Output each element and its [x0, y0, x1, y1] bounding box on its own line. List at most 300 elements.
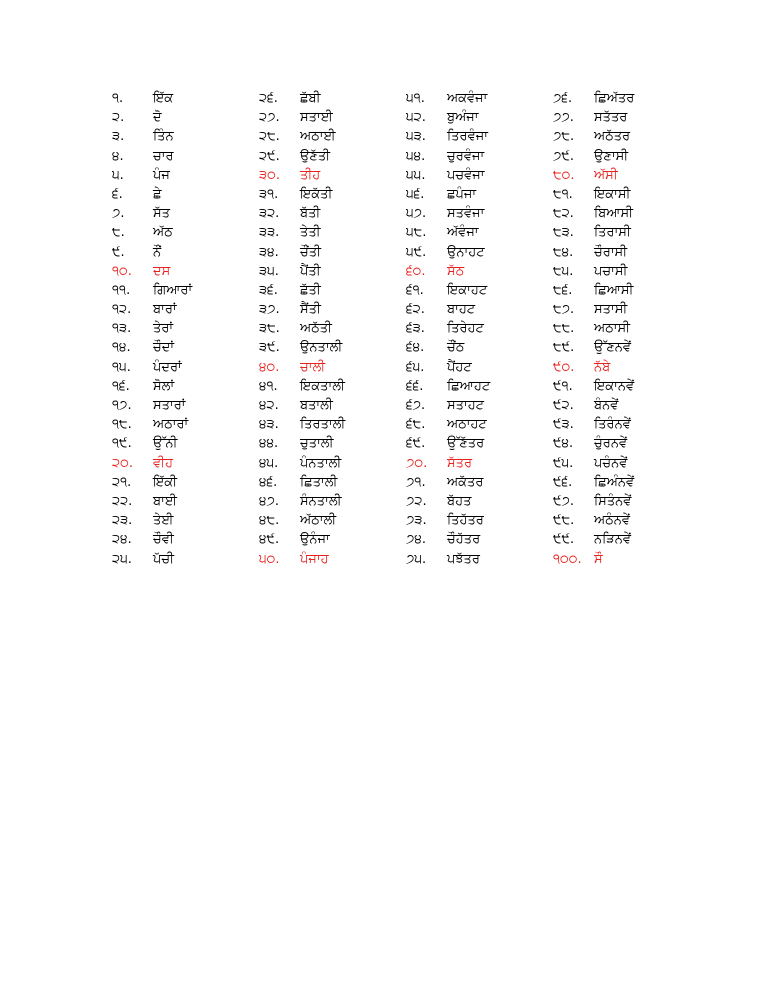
number-numeral: ੨੬.: [259, 91, 278, 106]
number-numeral: ੮.: [112, 225, 125, 241]
number-row: [406, 358, 490, 377]
number-row: [112, 358, 192, 377]
number-row: [553, 319, 634, 338]
number-word: ਸੱਠ: [447, 263, 465, 279]
number-numeral: ੬੧.: [406, 282, 424, 298]
number-word: ਛੱਤੀ: [300, 282, 321, 298]
number-numeral: ੪੧.: [259, 378, 278, 394]
number-word: ਅੱਠ: [153, 225, 173, 241]
number-word: ਨੜਿਨਵੇਂ: [594, 532, 632, 548]
number-numeral: ੪੪.: [259, 436, 279, 452]
number-word: ਉੱਣੱਤਰ: [447, 436, 485, 452]
number-word: ਬੁਅੰਜਾ: [447, 110, 479, 126]
number-word: ਸੌ: [594, 551, 603, 567]
number-row: [259, 204, 345, 223]
number-row: [553, 243, 634, 262]
number-word: ਚੁਰਵੰਜਾ: [447, 148, 485, 164]
number-word: ਸੱਤਰ: [447, 455, 473, 471]
number-numeral: ੨੭.: [259, 110, 280, 126]
number-word: ਗਿਆਰਾਂ: [153, 282, 193, 298]
number-numeral: ੨੯.: [259, 148, 280, 164]
number-numeral: ੭੫.: [406, 551, 427, 567]
number-numeral: ੪੮.: [259, 513, 280, 529]
number-row: [112, 415, 192, 434]
number-column-3: [406, 89, 490, 569]
number-row: [553, 262, 634, 281]
number-row: [112, 530, 192, 549]
number-word: ਅਠਾਈ: [300, 129, 336, 145]
number-row: [112, 108, 192, 127]
number-word: ਸਤਾਈ: [300, 110, 333, 126]
number-word: ਸਤੱਤਰ: [594, 110, 628, 126]
number-row: [259, 550, 345, 569]
number-row: [553, 511, 634, 530]
number-numeral: ੪.: [112, 148, 124, 164]
number-row: [553, 108, 634, 127]
number-word: ਬਾਈ: [153, 493, 177, 509]
number-row: [553, 434, 634, 453]
number-row: [553, 300, 634, 319]
number-numeral: ੧.: [112, 91, 124, 106]
number-numeral: ੮੮.: [553, 321, 575, 337]
number-row: [406, 185, 490, 204]
number-numeral: ੨੫.: [112, 551, 132, 567]
number-word: ਤਿਹੱਤਰ: [447, 513, 484, 529]
number-word: ਪੈਂਹਟ: [447, 359, 472, 375]
number-numeral: ੩.: [112, 129, 125, 145]
number-row: [259, 338, 345, 357]
number-word: ਪੱਚੀ: [153, 551, 175, 567]
number-word: ਤਿਰੰਨਵੇਂ: [594, 417, 631, 433]
number-row: [406, 223, 490, 242]
number-numeral: ੯੩.: [553, 417, 574, 433]
number-row: [553, 223, 634, 242]
number-numeral: ੫੭.: [406, 206, 427, 222]
number-row: [553, 415, 634, 434]
number-row: [406, 473, 490, 492]
number-row: [112, 511, 192, 530]
number-row: [112, 166, 192, 185]
number-row: [553, 377, 634, 396]
number-word: ਪਚਵੰਜਾ: [447, 167, 485, 183]
number-word: ਉਣੱਤੀ: [300, 148, 331, 164]
number-numeral: ੧੮.: [112, 417, 132, 433]
number-word: ਪੰਜਾਹ: [300, 551, 329, 567]
number-word: ਤਿਰਵੰਜਾ: [447, 129, 488, 145]
number-numeral: ੭੭.: [553, 110, 574, 126]
number-numeral: ੮੧.: [553, 186, 573, 202]
number-row: [406, 396, 490, 415]
number-numeral: ੮੬.: [553, 282, 573, 298]
number-numeral: ੧੧.: [112, 282, 131, 298]
number-numeral: ੬੫.: [406, 359, 425, 375]
number-row: [112, 185, 192, 204]
number-row: [553, 396, 634, 415]
number-word: ਤੇਈ: [153, 513, 174, 529]
number-word: ਪੰਜ: [153, 167, 170, 183]
number-word: ਸੰਨਤਾਲੀ: [300, 493, 342, 509]
number-row: [259, 473, 345, 492]
number-row: [406, 434, 490, 453]
number-row: [406, 281, 490, 300]
number-word: ਅਠਾਰਾਂ: [153, 417, 189, 433]
number-numeral: ੮੭.: [553, 302, 575, 318]
number-row: [259, 511, 345, 530]
number-word: ਚੁਤਾਲੀ: [300, 436, 334, 452]
number-row: [259, 127, 345, 146]
number-numeral: ੩੧.: [259, 186, 279, 202]
number-row: [112, 434, 192, 453]
number-word: ਤਿਰੇਹਟ: [447, 321, 484, 337]
number-numeral: ੯੭.: [553, 493, 575, 509]
number-numeral: ੬੭.: [406, 398, 426, 413]
number-row: [112, 300, 192, 319]
number-numeral: ੭੧.: [406, 474, 426, 490]
number-word: ਸਤਾਸੀ: [594, 302, 628, 318]
number-numeral: ੭੩.: [406, 513, 427, 529]
number-numeral: ੧੦.: [112, 263, 132, 279]
number-row: [112, 147, 192, 166]
number-row: [406, 550, 490, 569]
number-word: ਇੱਕ: [153, 91, 174, 106]
number-word: ਛਪੰਜਾ: [447, 186, 477, 202]
number-row: [406, 147, 490, 166]
number-row: [112, 473, 192, 492]
number-row: [553, 358, 634, 377]
number-row: [112, 127, 192, 146]
number-row: [553, 185, 634, 204]
number-row: [112, 243, 192, 262]
number-row: [112, 338, 192, 357]
number-word: ਉਨਾਹਟ: [447, 244, 485, 260]
number-row: [406, 127, 490, 146]
number-row: [406, 262, 490, 281]
number-word: ਅਕਵੰਜਾ: [447, 91, 488, 106]
number-row: [406, 319, 490, 338]
number-word: ਪੰਦਰਾਂ: [153, 359, 182, 375]
number-numeral: ੬੦.: [406, 263, 426, 279]
number-numeral: ੯.: [112, 244, 125, 260]
number-row: [112, 492, 192, 511]
number-numeral: ੭੬.: [553, 91, 573, 106]
number-numeral: ੨੦.: [112, 455, 133, 471]
number-row: [406, 243, 490, 262]
number-word: ਤਿੰਨ: [153, 129, 174, 145]
number-word: ਸੈਂਤੀ: [300, 302, 321, 318]
number-row: [553, 166, 634, 185]
number-word: ਅਠਾਹਟ: [447, 417, 487, 433]
number-numeral: ੩੪.: [259, 244, 279, 260]
number-numeral: ੨੨.: [112, 493, 133, 509]
number-word: ਚੌਵੀ: [153, 532, 174, 548]
number-numeral: ੧੫.: [112, 359, 131, 375]
number-word: ਇਕੱਤੀ: [300, 186, 333, 202]
number-word: ਪਝੱਤਰ: [447, 551, 480, 567]
number-word: ਉੱਨੀ: [153, 436, 178, 452]
number-word: ਬਾਹਟ: [447, 302, 476, 318]
number-row: [259, 243, 345, 262]
number-numeral: ੬੮.: [406, 417, 426, 433]
number-word: ਅੱਠਾਲੀ: [300, 513, 337, 529]
number-row: [406, 454, 490, 473]
number-numeral: ੧੪.: [112, 340, 131, 356]
number-row: [406, 415, 490, 434]
number-row: [259, 358, 345, 377]
number-numeral: ੫੦.: [259, 551, 280, 567]
number-numeral: ੩੯.: [259, 340, 280, 356]
number-column-2: [259, 89, 345, 569]
number-word: ਅਕੱਤਰ: [447, 474, 484, 490]
number-word: ਚੌਂਠ: [447, 340, 465, 356]
number-numeral: ੬੬.: [406, 378, 424, 394]
number-row: [553, 473, 634, 492]
number-row: [406, 377, 490, 396]
number-numeral: ੩੭.: [259, 302, 280, 318]
number-numeral: ੪੭.: [259, 493, 280, 509]
number-word: ਸਤਾਹਟ: [447, 398, 485, 413]
number-word: ਛਿਆਸੀ: [594, 282, 634, 298]
number-numeral: ੬.: [112, 186, 123, 202]
number-row: [259, 147, 345, 166]
number-row: [406, 166, 490, 185]
number-row: [406, 89, 490, 108]
number-numeral: ੭੯.: [553, 148, 575, 164]
number-numeral: ੩੩.: [259, 225, 280, 241]
number-word: ਇਕਾਹਟ: [447, 282, 488, 298]
number-numeral: ੬੨.: [406, 302, 425, 318]
number-word: ਛਿਅੱਤਰ: [594, 91, 635, 106]
number-word: ਸਤਵੰਜਾ: [447, 206, 485, 222]
number-numeral: ੧੩.: [112, 321, 132, 337]
number-row: [553, 492, 634, 511]
number-row: [553, 147, 634, 166]
number-numeral: ੨.: [112, 110, 125, 126]
number-numeral: ੩੫.: [259, 263, 279, 279]
number-row: [553, 204, 634, 223]
number-column-4: [553, 89, 634, 569]
number-row: [112, 454, 192, 473]
number-numeral: ੫.: [112, 167, 124, 183]
number-row: [259, 223, 345, 242]
number-row: [259, 166, 345, 185]
number-numeral: ੬੩.: [406, 321, 425, 337]
number-numeral: ੮੯.: [553, 340, 575, 356]
number-row: [406, 511, 490, 530]
number-row: [112, 377, 192, 396]
number-word: ਉੱਣਨਵੇਂ: [594, 340, 632, 356]
number-row: [112, 223, 192, 242]
number-numeral: ੨੩.: [112, 513, 133, 529]
number-numeral: ੧੬.: [112, 378, 130, 394]
number-word: ਉਨੰਜਾ: [300, 532, 330, 548]
number-word: ਬੰਨਵੇਂ: [594, 398, 619, 413]
number-row: [259, 434, 345, 453]
number-numeral: ੪੬.: [259, 474, 278, 490]
number-row: [259, 262, 345, 281]
number-numeral: ੮੦.: [553, 167, 575, 183]
number-numeral: ੫੪.: [406, 148, 426, 164]
number-numeral: ੫੧.: [406, 91, 425, 106]
number-numeral: ੭੮.: [553, 129, 575, 145]
number-word: ਵੀਹ: [153, 455, 174, 471]
number-word: ਪਚਾਸੀ: [594, 263, 628, 279]
number-word: ਤਿਰਾਸੀ: [594, 225, 631, 241]
number-word: ਇਕਤਾਲੀ: [300, 378, 345, 394]
number-word: ਪਚੰਨਵੇਂ: [594, 455, 628, 471]
number-row: [406, 108, 490, 127]
number-word: ਤੇਤੀ: [300, 225, 321, 241]
number-row: [259, 396, 345, 415]
number-numeral: ੭੨.: [406, 493, 427, 509]
number-row: [112, 396, 192, 415]
number-row: [553, 127, 634, 146]
number-numeral: ੯੧.: [553, 378, 573, 394]
number-numeral: ੩੬.: [259, 282, 278, 298]
number-numeral: ੩੦.: [259, 167, 280, 183]
number-row: [553, 530, 634, 549]
number-word: ਅਠੰਨਵੇਂ: [594, 513, 630, 529]
number-numeral: ੮੩.: [553, 225, 574, 241]
number-numeral: ੩੮.: [259, 321, 280, 337]
number-row: [406, 300, 490, 319]
number-word: ਨੱਬੇ: [594, 359, 611, 375]
number-numeral: ੮੪.: [553, 244, 574, 260]
number-word: ਚਾਲੀ: [300, 359, 326, 375]
number-row: [259, 454, 345, 473]
number-numeral: ੫੬.: [406, 186, 425, 202]
number-row: [553, 338, 634, 357]
number-row: [553, 281, 634, 300]
number-word: ਬੱਤੀ: [300, 206, 321, 222]
number-word: ਉਨਤਾਲੀ: [300, 340, 343, 356]
number-word: ਬੱਹਤ: [447, 493, 472, 509]
number-row: [259, 492, 345, 511]
number-row: [406, 530, 490, 549]
number-word: ਤੇਰਾਂ: [153, 321, 174, 337]
number-word: ਤੀਹ: [300, 167, 321, 183]
number-numeral: ੫੮.: [406, 225, 427, 241]
number-word: ਸੋਲਾਂ: [153, 378, 175, 394]
number-row: [259, 530, 345, 549]
number-numeral: ੪੨.: [259, 398, 279, 413]
number-numeral: ੮੫.: [553, 263, 574, 279]
number-row: [406, 338, 490, 357]
number-numeral: ੯੫.: [553, 455, 574, 471]
number-numeral: ੧੭.: [112, 398, 132, 413]
number-numeral: ੯੯.: [553, 532, 575, 548]
number-row: [259, 281, 345, 300]
number-numeral: ੫੩.: [406, 129, 426, 145]
number-word: ਇਕਾਸੀ: [594, 186, 631, 202]
number-word: ਇੱਕੀ: [153, 474, 178, 490]
number-word: ਦੋ: [153, 110, 162, 126]
number-word: ਪੈਂਤੀ: [300, 263, 321, 279]
number-numeral: ੭੦.: [406, 455, 428, 471]
number-word: ਚੁੰਰਨਵੇਂ: [594, 436, 628, 452]
number-row: [112, 204, 192, 223]
number-column-1: [112, 89, 192, 569]
number-row: [259, 108, 345, 127]
number-word: ਤਿਰਤਾਲੀ: [300, 417, 346, 433]
number-numeral: ੯੨.: [553, 398, 574, 413]
number-word: ਚੌਦਾਂ: [153, 340, 175, 356]
number-word: ਚਾਰ: [153, 148, 174, 164]
number-word: ਸਤਾਰਾਂ: [153, 398, 186, 413]
number-word: ਛਿਅੰਨਵੇਂ: [594, 474, 635, 490]
number-word: ਅੱਸੀ: [594, 167, 618, 183]
number-word: ਅਠਾਸੀ: [594, 321, 631, 337]
number-row: [112, 89, 192, 108]
number-numeral: ੧੯.: [112, 436, 132, 452]
number-numeral: ੭੪.: [406, 532, 427, 548]
number-numeral: ੬੯.: [406, 436, 426, 452]
number-word: ਛਿਆਹਟ: [447, 378, 491, 394]
number-row: [553, 89, 634, 108]
number-row: [112, 550, 192, 569]
number-row: [406, 204, 490, 223]
number-row: [259, 415, 345, 434]
number-row: [259, 89, 345, 108]
number-row: [259, 377, 345, 396]
number-word: ਸੱਤ: [153, 206, 170, 222]
number-row: [112, 281, 192, 300]
number-numeral: ੪੫.: [259, 455, 279, 471]
number-word: ਛੇ: [153, 186, 162, 202]
number-word: ਚੌਹੱਤਰ: [447, 532, 481, 548]
number-word: ਨੌਂ: [153, 244, 162, 260]
number-word: ਛੱਬੀ: [300, 91, 321, 106]
number-row: [553, 454, 634, 473]
number-numeral: ੫੯.: [406, 244, 427, 260]
number-word: ਪੰਨਤਾਲੀ: [300, 455, 342, 471]
number-word: ਅੱਵੰਜਾ: [447, 225, 479, 241]
number-row: [112, 262, 192, 281]
number-numeral: ੨੪.: [112, 532, 132, 548]
number-numeral: ੪੩.: [259, 417, 279, 433]
number-word: ਇਕਾਨਵੇਂ: [594, 378, 635, 394]
number-word: ਅਠੱਤਰ: [594, 129, 631, 145]
number-row: [259, 300, 345, 319]
number-word: ਛਿਤਾਲੀ: [300, 474, 338, 490]
number-numeral: ੯੪.: [553, 436, 574, 452]
number-word: ਸਿਤੰਨਵੇਂ: [594, 493, 632, 509]
number-word: ਚੌਰਾਸੀ: [594, 244, 628, 260]
number-row: [553, 550, 634, 569]
number-numeral: ੯੦.: [553, 359, 575, 375]
number-word: ਅਠੱਤੀ: [300, 321, 332, 337]
number-numeral: ੩੨.: [259, 206, 280, 222]
number-word: ਦਸ: [153, 263, 171, 279]
number-word: ਬਤਾਲੀ: [300, 398, 333, 413]
number-numeral: ੨੮.: [259, 129, 280, 145]
number-row: [112, 319, 192, 338]
number-numeral: ੬੪.: [406, 340, 425, 356]
number-numeral: ੫੨.: [406, 110, 426, 126]
number-numeral: ੭.: [112, 206, 125, 222]
number-numeral: ੧੦੦.: [553, 551, 582, 567]
number-numeral: ੫੫.: [406, 167, 426, 183]
number-word: ਬਿਆਸੀ: [594, 206, 634, 222]
number-numeral: ੧੨.: [112, 302, 132, 318]
number-numeral: ੯੬.: [553, 474, 573, 490]
number-word: ਬਾਰਾਂ: [153, 302, 177, 318]
number-word: ਉਣਾਸੀ: [594, 148, 629, 164]
number-row: [259, 319, 345, 338]
number-word: ਚੌਂਤੀ: [300, 244, 321, 260]
number-numeral: ੪੦.: [259, 359, 280, 375]
number-numeral: ੮੨.: [553, 206, 574, 222]
number-row: [406, 492, 490, 511]
